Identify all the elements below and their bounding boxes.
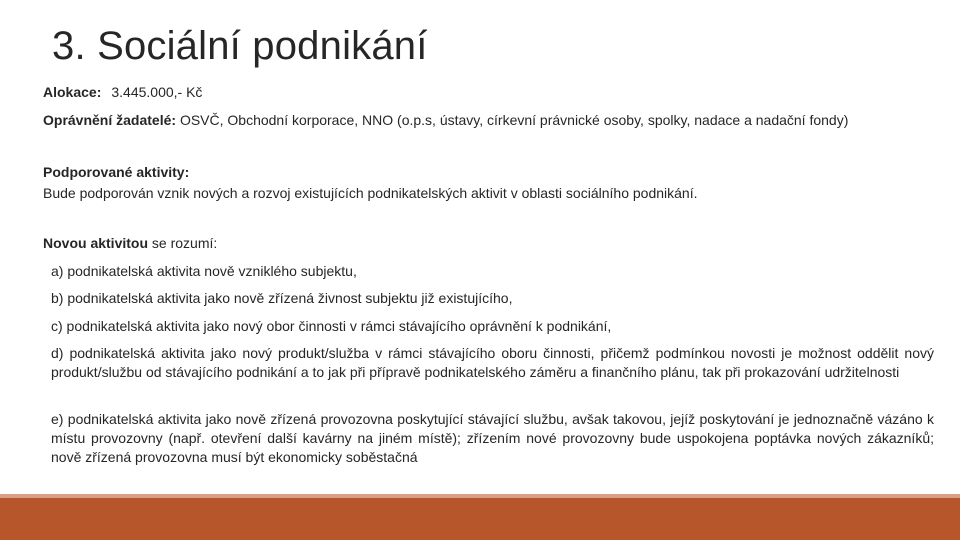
activities-text: Bude podporován vznik nových a rozvoj existujících podnikatelských aktivit v oblasti sociálního podnikání. xyxy=(43,185,698,201)
allocation-value: 3.445.000,- Kč xyxy=(111,84,203,100)
list-item: b) podnikatelská aktivita jako nově zřízená živnost subjektu již existujícího, xyxy=(51,290,513,306)
list-item: e) podnikatelská aktivita jako nově zřízená provozovna poskytující stávající službu, avšak takovou, jejíž poskytování je jednoznačně vázáno k místu provozovny (např. otevření další kavárny na jiném místě); zřízením nové provozovny bude uspokojena poptávka nových zákazníků; nově zřízená provozovna musí být ekonomicky soběstačná xyxy=(51,411,934,465)
new-activity-heading-bold: Novou aktivitou xyxy=(43,235,149,251)
list-item: a) podnikatelská aktivita nově vzniklého subjektu, xyxy=(51,263,357,279)
allocation-label: Alokace: xyxy=(43,84,102,100)
page-title: 3. Sociální podnikání xyxy=(52,24,428,68)
eligibility-value: OSVČ, Obchodní korporace, NNO (o.p.s, ústavy, církevní právnické osoby, spolky, nadace a nadační fondy) xyxy=(179,112,849,128)
new-activity-heading xyxy=(43,234,217,253)
list-item: c) podnikatelská aktivita jako nový obor činnosti v rámci stávajícího oprávnění k podnikání, xyxy=(51,318,612,334)
eligibility xyxy=(43,111,933,130)
new-activity-heading-rest: se rozumí: xyxy=(148,235,218,251)
allocation xyxy=(43,83,202,102)
activities-heading: Podporované aktivity: xyxy=(43,164,190,180)
list-item: d) podnikatelská aktivita jako nový produkt/služba v rámci stávajícího oboru činnosti, přičemž podmínkou novosti je možnost oddělit nový produkt/službu od stávajícího podnikání a to jak při přípravě podnikatelského záměru a finančního plánu, tak při prokazování udržitelnosti xyxy=(51,345,934,380)
eligibility-label: Oprávnění žadatelé: xyxy=(43,112,177,128)
footer-bar xyxy=(0,498,960,540)
